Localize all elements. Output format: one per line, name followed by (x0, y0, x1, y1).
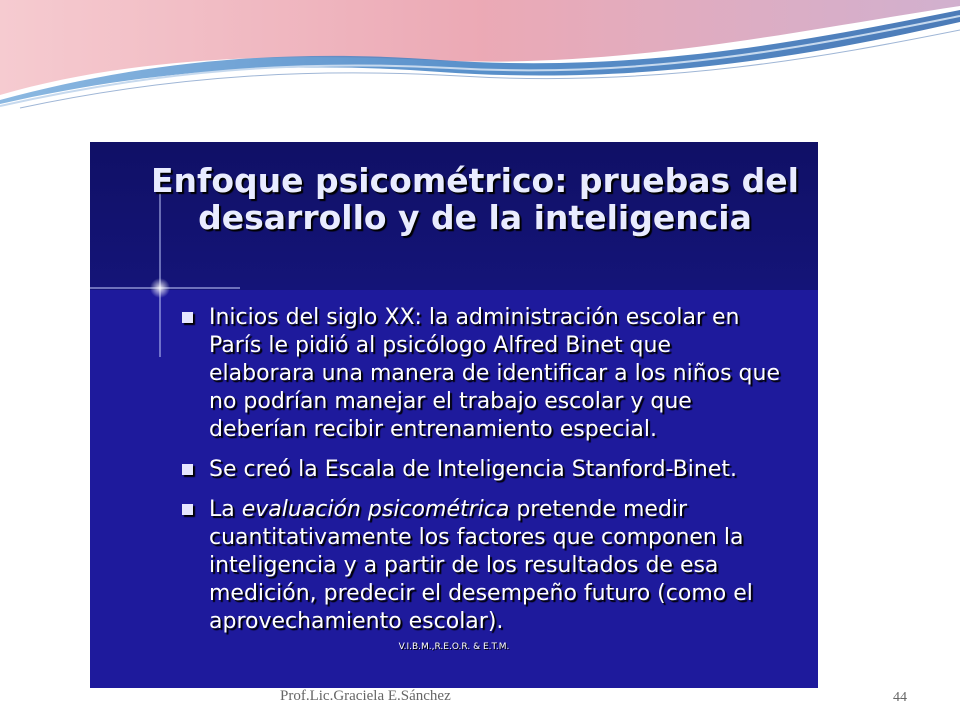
bullet-item (180, 496, 780, 636)
slide-title: Enfoque psicométrico: pruebas del desarrollo y de la inteligencia (150, 161, 799, 237)
square-bullet-icon (182, 464, 193, 475)
square-bullet-icon (182, 504, 193, 515)
slide-credit: V.I.B.M.,R.E.O.R. & E.T.M. (398, 642, 510, 652)
slide-image (90, 142, 818, 688)
footer-author: Prof.Lic.Graciela E.Sánchez (280, 688, 451, 704)
bullet-item (180, 456, 780, 484)
slide-number: 44 (893, 690, 907, 705)
bullet-item (180, 304, 780, 444)
bullet-text: Inicios del siglo XX: la administración escolar en París le pidió al psicólogo Alfred Binet que elaborara una manera de identificar a los niños que no podrían manejar el trabajo escolar y que deberían recibir entrenamiento especial. (209, 305, 780, 442)
bullet-text-emphasis: evaluación psicométrica (241, 497, 510, 522)
bullet-text (209, 497, 753, 634)
square-bullet-icon (182, 312, 193, 323)
header-decoration (0, 0, 960, 110)
bullet-list (180, 304, 780, 648)
bullet-text-start: La (209, 497, 242, 522)
bullet-text-end: pretende medir cuantitativamente los factores que componen la inteligencia y a partir de los resultados de esa medición, predecir el desempeño futuro (como el aprovechamiento escolar). (209, 497, 753, 634)
bullet-text: Se creó la Escala de Inteligencia Stanford-Binet. (209, 457, 737, 482)
